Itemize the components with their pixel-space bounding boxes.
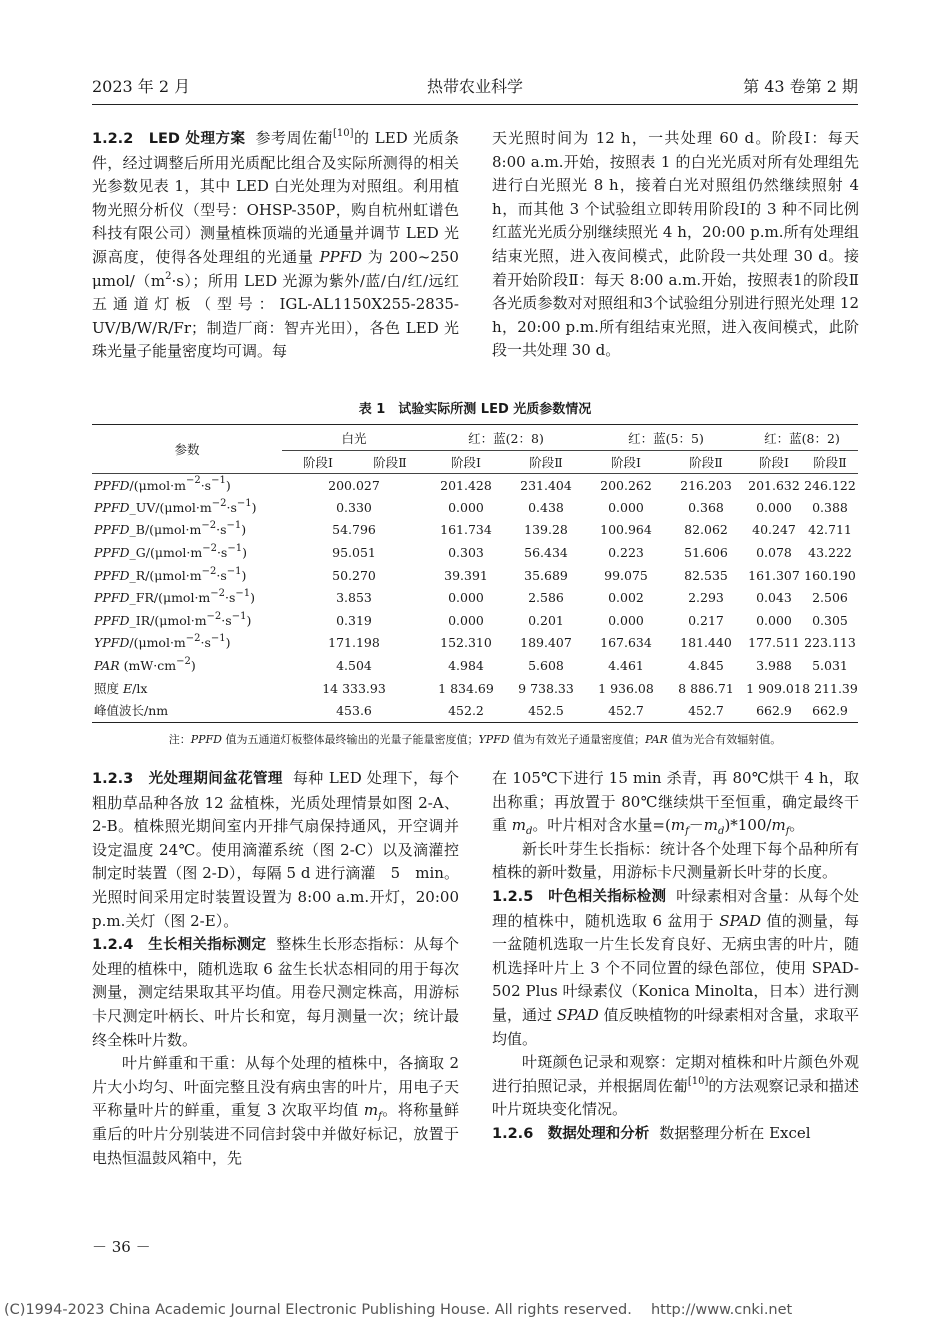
header-rule bbox=[92, 104, 858, 105]
table-cell: 216.203 bbox=[680, 477, 732, 493]
volume-issue: 第 43 卷第 2 期 bbox=[743, 77, 858, 96]
table-cell: 0.000 bbox=[448, 612, 484, 628]
stage-header: 阶段Ⅱ bbox=[802, 451, 858, 474]
paragraph: 新长叶芽生长指标：统计各个处理下每个品种所有植株的新叶数量，用游标卡尺测量新长叶芽的长度。 bbox=[492, 839, 859, 882]
table-cell: 452.5 bbox=[506, 699, 586, 722]
table-cell: 4.984 bbox=[448, 658, 484, 674]
section-1-2-2-right bbox=[492, 127, 859, 363]
paragraph: 1.2.2 LED 处理方案 参考周佐葡[10]的 LED 光质条件，经过调整后所用光质配比组合及实际所测得的相关光参数见表 1，其中 LED 白光处理为对照组。利用植物光照分析仪（型号：OHSP-350P，购自杭州虹谱色科技有限公司）测量植株顶端的光通量并调节 LED 光源高度，使得各处理组的光通量 PPFD 为 200~250 μmol/$(m^2\cdot s)$；所用 LED 光源为紫外/蓝/白/红/远红五通道灯板（型号：IGL-AL1150X255-2835-UV/B/W/R/Fr；制造厂商：智卉光田），各色 LED 光珠光量子能量密度均可调。每 bbox=[92, 128, 460, 361]
table-cell: 8 211.39 bbox=[802, 680, 858, 696]
param-name: YPFD/$(\mu mol\cdot m^{-2}\cdot s^{-1})$ bbox=[94, 633, 231, 651]
table-cell: 51.606 bbox=[684, 545, 728, 561]
table-cell: 2.293 bbox=[688, 590, 724, 606]
stage-header: 阶段Ⅰ bbox=[586, 451, 666, 474]
table-row bbox=[92, 677, 858, 700]
table-cell: 43.222 bbox=[808, 545, 852, 561]
table-cell: 0.438 bbox=[528, 499, 564, 515]
table-cell: 0.000 bbox=[448, 499, 484, 515]
param-name: $PPFD\_IR/(\mu mol\cdot m^{-2}\cdot s^{-1})$ bbox=[94, 610, 252, 628]
table-cell: 452.2 bbox=[426, 699, 506, 722]
table-row bbox=[92, 609, 858, 632]
stage-header: 阶段Ⅰ bbox=[746, 451, 802, 474]
table-cell: 100.964 bbox=[600, 522, 652, 538]
table-cell: 39.391 bbox=[444, 567, 488, 583]
table-row bbox=[92, 699, 858, 722]
table-cell: 95.051 bbox=[332, 545, 376, 561]
param-name: PAR $(mW\cdot cm^{-2})$ bbox=[94, 655, 196, 674]
table-cell: 223.113 bbox=[804, 635, 856, 651]
table-cell: 177.511 bbox=[748, 635, 800, 651]
table-cell: 201.428 bbox=[440, 477, 492, 493]
table-row bbox=[92, 632, 858, 655]
right-column-bottom bbox=[492, 767, 859, 1147]
table-cell: 171.198 bbox=[328, 635, 380, 651]
table-cell: 42.711 bbox=[808, 522, 852, 538]
param-name: 照度 E/lx bbox=[94, 681, 148, 697]
table-cell: 453.6 bbox=[282, 699, 426, 722]
table-cell: 0.223 bbox=[608, 545, 644, 561]
group-header: 红：蓝(2：8) bbox=[426, 425, 586, 451]
table-cell: 452.7 bbox=[586, 699, 666, 722]
table-cell: 0.000 bbox=[448, 590, 484, 606]
citation[interactable]: [10] bbox=[687, 1075, 709, 1087]
table-cell: 3.853 bbox=[336, 590, 372, 606]
table-cell: 0.000 bbox=[756, 499, 792, 515]
paragraph: 叶片鲜重和干重：从每个处理的植株中，各摘取 2 片大小均匀、叶面完整且没有病虫害的叶片，用电子天平称量叶片的鲜重，重复 3 次取平均值 $m_f$。将称量鲜重后的叶片分别装进不同信封袋中并做好标记，放置于电热恒温鼓风箱中，先 bbox=[92, 1054, 459, 1167]
table-cell: 4.845 bbox=[688, 658, 724, 674]
page-header bbox=[92, 74, 858, 104]
stage-header: 阶段Ⅰ bbox=[282, 451, 354, 474]
table-cell: 200.027 bbox=[328, 477, 380, 493]
table-cell: 9 738.33 bbox=[518, 680, 574, 696]
table-cell: 0.303 bbox=[448, 545, 484, 561]
table-cell: 0.002 bbox=[608, 590, 644, 606]
copyright-footer: (C)1994-2023 China Academic Journal Electronic Publishing House. All rights reserved. http://www.cnki.net bbox=[4, 1302, 793, 1318]
table-cell: 1 834.69 bbox=[438, 680, 494, 696]
table-cell: 54.796 bbox=[332, 522, 376, 538]
table-cell: 99.075 bbox=[604, 567, 648, 583]
table-cell: 160.190 bbox=[804, 567, 856, 583]
table-cell: 5.608 bbox=[528, 658, 564, 674]
table-cell: 0.319 bbox=[336, 612, 372, 628]
table-cell: 0.000 bbox=[608, 612, 644, 628]
left-column-bottom bbox=[92, 767, 459, 1170]
section-title: 1.2.3 光处理期间盆花管理 bbox=[92, 771, 283, 787]
table-row bbox=[92, 564, 858, 587]
table-cell: 201.632 bbox=[748, 477, 800, 493]
table-cell: 167.634 bbox=[600, 635, 652, 651]
journal-name: 热带农业科学 bbox=[426, 77, 523, 96]
stage-header: 阶段Ⅱ bbox=[354, 451, 426, 474]
table-cell: 200.262 bbox=[600, 477, 652, 493]
citation[interactable]: [10] bbox=[333, 128, 354, 139]
table-cell: 0.305 bbox=[812, 612, 848, 628]
table-cell: 181.440 bbox=[680, 635, 732, 651]
param-name: $PPFD\_G/(\mu mol\cdot m^{-2}\cdot s^{-1})$ bbox=[94, 542, 247, 561]
param-name: $PPFD\_FR/(\mu mol\cdot m^{-2}\cdot s^{-1})$ bbox=[94, 588, 256, 606]
table-cell: 1 936.08 bbox=[598, 680, 654, 696]
param-name: PPFD/$(\mu mol\cdot m^{-2}\cdot s^{-1})$ bbox=[94, 475, 231, 493]
table-cell: 0.000 bbox=[608, 499, 644, 515]
table-cell: 82.535 bbox=[684, 567, 728, 583]
section-title: 1.2.2 LED 处理方案 bbox=[92, 131, 246, 147]
stage-header: 阶段Ⅱ bbox=[506, 451, 586, 474]
param-name: $PPFD\_UV/(\mu mol\cdot m^{-2}\cdot s^{-1})$ bbox=[94, 497, 257, 515]
table-cell: 152.310 bbox=[440, 635, 492, 651]
table-cell: 3.988 bbox=[756, 658, 792, 674]
section-title: 1.2.4 生长相关指标测定 bbox=[92, 937, 267, 954]
table-cell: 0.201 bbox=[528, 612, 564, 628]
paragraph: 天光照时间为 12 h，一共处理 60 d。阶段Ⅰ：每天 8:00 a.m.开始，按照表 1 的白光光质对所有处理组先进行白光照光 8 h，接着白光对照组仍然继续照射 4 h，而其他 3 个试验组立即转用阶段Ⅰ的 3 种不同比例红蓝光光质分别继续照光 4 h，20:00 p.m.所有处理组结束光照，进入夜间模式，此阶段一共处理 30 d。接着开始阶段Ⅱ：每天 8:00 a.m.开始，按照表1的阶段Ⅱ各光质参数对对照组和3个试验组分别进行照光处理 12 h，20:00 p.m.所有组结束光照，进入夜间模式，此阶段一共处理 30 d。 bbox=[492, 129, 859, 360]
group-header: 红：蓝(5：5) bbox=[586, 425, 746, 451]
table-note: 注：PPFD 值为五通道灯板整体最终输出的光量子能量密度值；YPFD 值为有效光子通量密度值；PAR 值为光合有效辐射值。 bbox=[168, 733, 782, 746]
param-header: 参数 bbox=[92, 425, 282, 474]
table-row bbox=[92, 654, 858, 677]
table-row bbox=[92, 496, 858, 519]
table-cell: 5.031 bbox=[812, 658, 848, 674]
table-cell: 4.461 bbox=[608, 658, 644, 674]
led-parameter-table bbox=[92, 424, 858, 723]
table-cell: 0.217 bbox=[688, 612, 724, 628]
table-cell: 14 333.93 bbox=[322, 680, 386, 696]
table-row bbox=[92, 519, 858, 542]
table-cell: 662.9 bbox=[802, 699, 858, 722]
group-header: 红：蓝(8：2) bbox=[746, 425, 858, 451]
section-1-2-6: 1.2.6 数据处理和分析 数据整理分析在 Excel bbox=[492, 1123, 811, 1142]
table-cell: 56.434 bbox=[524, 545, 568, 561]
table-row bbox=[92, 541, 858, 564]
table-cell: 452.7 bbox=[666, 699, 746, 722]
section-1-2-4: 1.2.4 生长相关指标测定 整株生长形态指标：从每个处理的植株中，随机选取 6 盆生长状态相同的用于每次测量，测定结果取其平均值。用卷尺测定株高，用游标卡尺测定叶柄长、叶片长和宽，每月测量一次；统计最终全株叶片数。 bbox=[92, 935, 459, 1049]
table-cell: 161.307 bbox=[748, 567, 800, 583]
table-cell: 82.062 bbox=[684, 522, 728, 538]
table-cell: 139.28 bbox=[524, 522, 568, 538]
table-row bbox=[92, 474, 858, 497]
section-1-2-5: 1.2.5 叶色相关指标检测 叶绿素相对含量：从每个处理的植株中，随机选取 6 盆用于 SPAD 值的测量，每一盆随机选取一片生长发育良好、无病虫害的叶片，随机选择叶片上 3 个不同位置的绿色部位，使用 SPAD-502 Plus 叶绿素仪（Konica Minolta，日本）进行测量，通过 SPAD 值反映植物的叶绿素相对含量，求取平均值。 bbox=[492, 886, 859, 1048]
header-date: 2023 年 2 月 bbox=[92, 77, 191, 96]
table-cell: 189.407 bbox=[520, 635, 572, 651]
table-caption: 表 1 试验实际所测 LED 光质参数情况 bbox=[358, 402, 592, 417]
table-cell: 4.504 bbox=[336, 658, 372, 674]
table-cell: 0.388 bbox=[812, 499, 848, 515]
section-title: 1.2.6 数据处理和分析 bbox=[492, 1125, 650, 1142]
table-cell: 0.043 bbox=[756, 590, 792, 606]
table-cell: 231.404 bbox=[520, 477, 572, 493]
table-cell: 35.689 bbox=[524, 567, 568, 583]
param-name: $PPFD\_B/(\mu mol\cdot m^{-2}\cdot s^{-1})$ bbox=[94, 520, 247, 538]
table-cell: 2.506 bbox=[812, 590, 848, 606]
group-header: 白光 bbox=[282, 425, 426, 451]
table-cell: 0.000 bbox=[756, 612, 792, 628]
table-cell: 0.078 bbox=[756, 545, 792, 561]
stage-header: 阶段Ⅱ bbox=[666, 451, 746, 474]
param-name: $PPFD\_R/(\mu mol\cdot m^{-2}\cdot s^{-1})$ bbox=[94, 565, 247, 583]
table-cell: 1 909.01 bbox=[746, 680, 802, 696]
page-number: － 36 － bbox=[92, 1238, 151, 1256]
table-cell: 2.586 bbox=[528, 590, 564, 606]
section-1-2-3: 1.2.3 光处理期间盆花管理 每种 LED 处理下，每个粗肋草品种各放 12 盆植株，光质处理情景如图 2-A、2-B。植株照光期间室内开排气扇保持通风，开空调并设定温度 24℃。使用滴灌系统（图 2-C）以及滴灌控制定时装置（图 2-D），每隔 5 d 进行滴灌 5 min。光照时间采用定时装置设置为 8:00 a.m.开灯，20:00 p.m.关灯（图 2-E）。 bbox=[92, 769, 459, 930]
table-cell: 8 886.71 bbox=[678, 680, 734, 696]
table-row bbox=[92, 586, 858, 609]
stage-header: 阶段Ⅰ bbox=[426, 451, 506, 474]
table-cell: 662.9 bbox=[746, 699, 802, 722]
table-cell: 246.122 bbox=[804, 477, 856, 493]
section-title: 1.2.5 叶色相关指标检测 bbox=[492, 888, 667, 905]
table-cell: 40.247 bbox=[752, 522, 796, 538]
paragraph: 叶斑颜色记录和观察：定期对植株和叶片颜色外观进行拍照记录，并根据周佐葡[10]的方法观察记录和描述叶片斑块变化情况。 bbox=[492, 1053, 859, 1119]
table-body bbox=[92, 474, 858, 723]
table-cell: 0.368 bbox=[688, 499, 724, 515]
param-name: 峰值波长/nm bbox=[92, 699, 282, 722]
table-cell: 161.734 bbox=[440, 522, 492, 538]
table-cell: 0.330 bbox=[336, 499, 372, 515]
paragraph: 在 105℃下进行 15 min 杀青，再 80℃烘干 4 h，取出称重；再放置于 80℃继续烘干至恒重，确定最终干重 $m_d$。叶片相对含水量$=(m_f-m_d)*100/m_f$。 bbox=[492, 769, 859, 838]
section-1-2-2-left bbox=[92, 127, 459, 364]
table-cell: 50.270 bbox=[332, 567, 376, 583]
